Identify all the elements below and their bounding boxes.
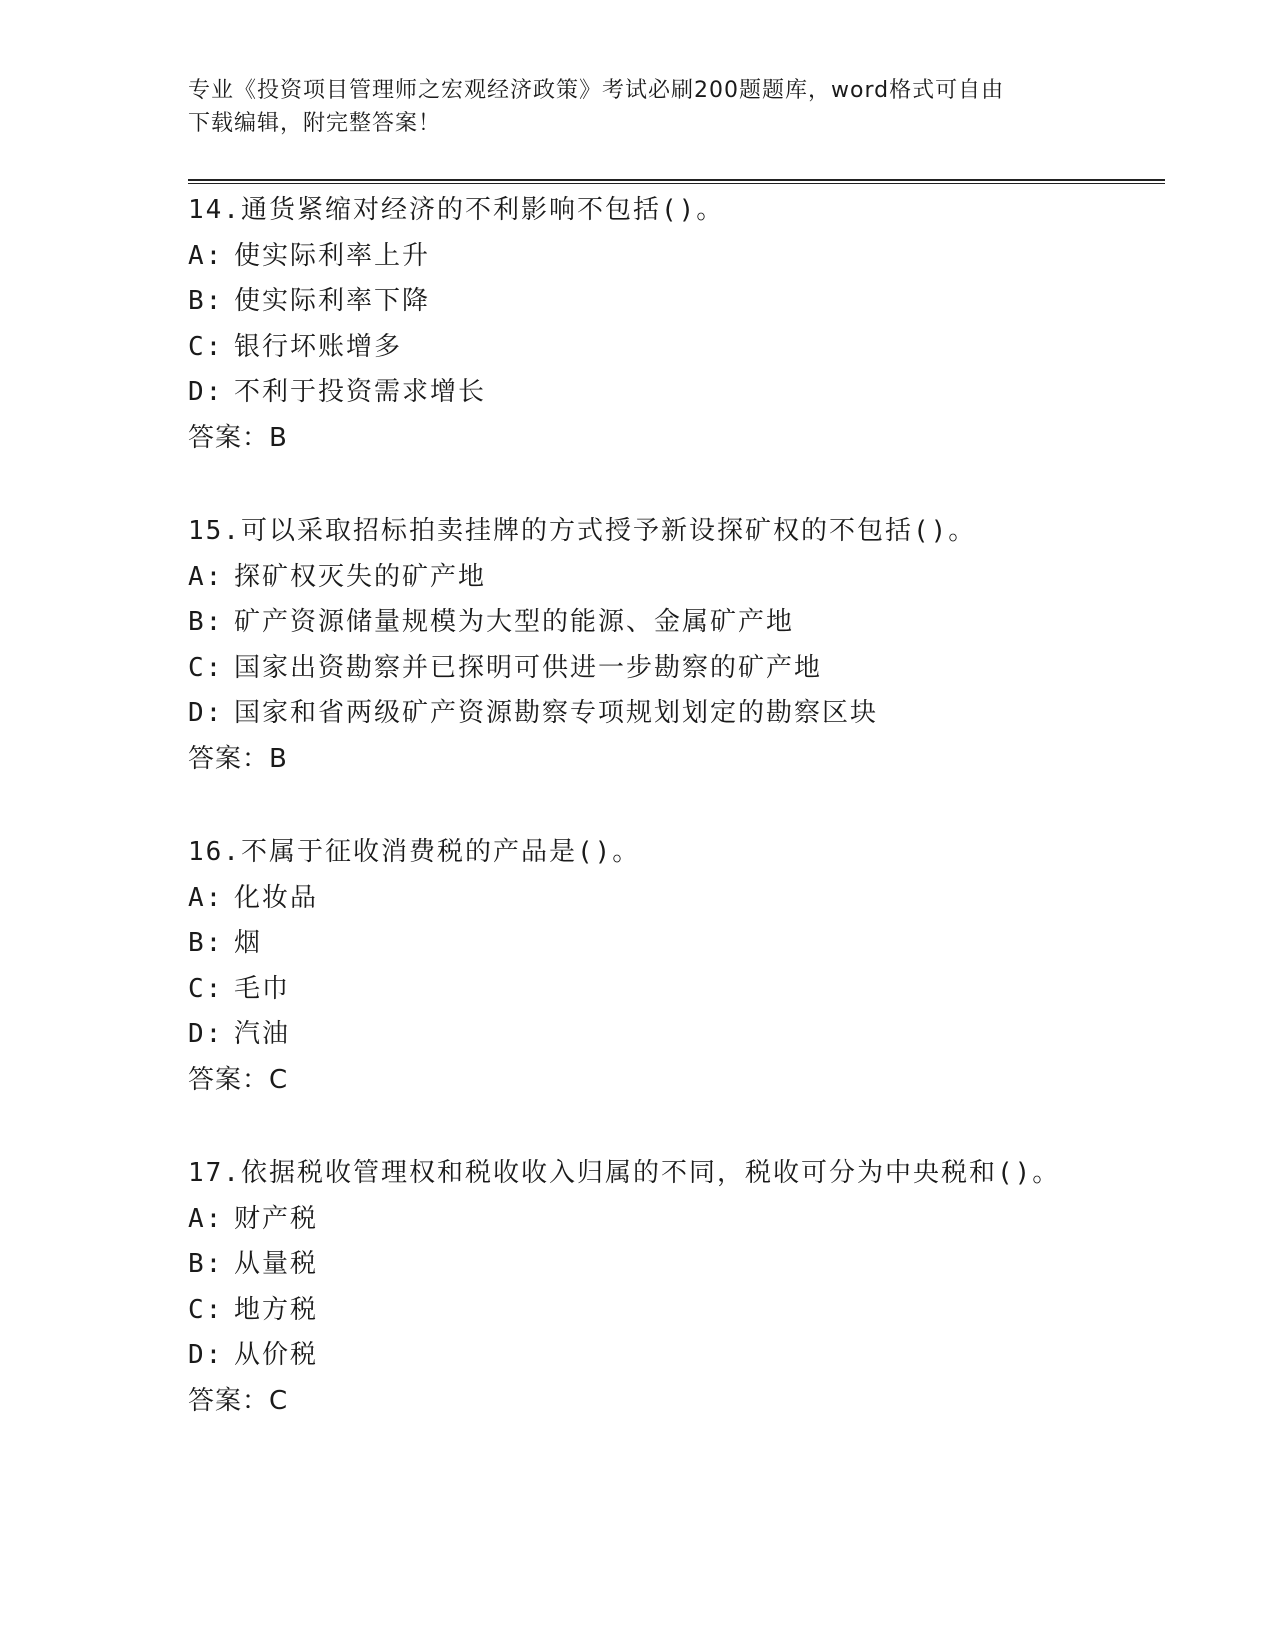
option-text: 财产税 — [234, 1203, 319, 1234]
option-letter: D: — [188, 1019, 224, 1049]
option-c — [188, 646, 1148, 692]
option-b — [188, 1242, 1148, 1288]
option-text: 化妆品 — [234, 882, 319, 913]
option-letter: C: — [188, 1294, 224, 1325]
option-text: 国家出资勘察并已探明可供进一步勘察的矿产地 — [234, 652, 823, 683]
question-stem: 17.依据税收管理权和税收收入归属的不同，税收可分为中央税和()。 — [188, 1158, 1061, 1188]
option-text: 毛巾 — [234, 973, 291, 1004]
option-text: 使实际利率下降 — [234, 286, 431, 316]
option-a — [188, 234, 1148, 280]
option-text: 地方税 — [234, 1294, 319, 1325]
question-17 — [188, 1151, 1148, 1424]
option-text: 从量税 — [234, 1249, 319, 1279]
option-letter: D: — [188, 377, 224, 407]
question-14 — [188, 188, 1148, 461]
option-d — [188, 691, 1148, 737]
option-text: 矿产资源储量规模为大型的能源、金属矿产地 — [234, 607, 795, 637]
option-letter: C: — [188, 973, 224, 1004]
question-stem: 15.可以采取招标拍卖挂牌的方式授予新设探矿权的不包括()。 — [188, 516, 977, 546]
option-letter: A: — [188, 882, 224, 913]
answer-line: 答案：B — [188, 743, 288, 774]
option-b — [188, 600, 1148, 646]
header-divider — [188, 179, 1165, 184]
option-text: 银行坏账增多 — [234, 331, 403, 362]
option-text: 汽油 — [234, 1019, 291, 1049]
answer-line: 答案：C — [188, 1064, 289, 1095]
question-15 — [188, 509, 1148, 782]
option-letter: A: — [188, 561, 224, 592]
question-list — [188, 188, 1148, 1472]
option-c — [188, 325, 1148, 371]
option-letter: B: — [188, 1249, 224, 1279]
option-d — [188, 1333, 1148, 1379]
option-text: 从价税 — [234, 1340, 319, 1370]
option-c — [188, 1288, 1148, 1334]
option-b — [188, 279, 1148, 325]
option-d — [188, 370, 1148, 416]
option-text: 烟 — [234, 928, 263, 958]
question-stem: 14.通货紧缩对经济的不利影响不包括()。 — [188, 195, 725, 225]
option-text: 使实际利率上升 — [234, 240, 431, 271]
header-line-1: 专业《投资项目管理师之宏观经济政策》考试必刷200题题库，word格式可自由 — [188, 78, 1005, 103]
question-16 — [188, 830, 1148, 1103]
answer-line: 答案：B — [188, 422, 288, 453]
answer-line: 答案：C — [188, 1385, 289, 1416]
document-header — [188, 74, 1088, 140]
header-line-2: 下载编辑，附完整答案！ — [188, 111, 442, 136]
option-letter: C: — [188, 331, 224, 362]
option-a — [188, 1197, 1148, 1243]
option-letter: B: — [188, 286, 224, 316]
option-text: 不利于投资需求增长 — [234, 377, 487, 407]
option-letter: C: — [188, 652, 224, 683]
option-text: 探矿权灭失的矿产地 — [234, 561, 487, 592]
option-text: 国家和省两级矿产资源勘察专项规划划定的勘察区块 — [234, 698, 879, 728]
option-letter: D: — [188, 698, 224, 728]
option-d — [188, 1012, 1148, 1058]
option-letter: D: — [188, 1340, 224, 1370]
option-c — [188, 967, 1148, 1013]
option-a — [188, 876, 1148, 922]
option-letter: B: — [188, 607, 224, 637]
option-letter: A: — [188, 1203, 224, 1234]
option-a — [188, 555, 1148, 601]
option-b — [188, 921, 1148, 967]
option-letter: B: — [188, 928, 224, 958]
question-stem: 16.不属于征收消费税的产品是()。 — [188, 837, 641, 867]
option-letter: A: — [188, 240, 224, 271]
